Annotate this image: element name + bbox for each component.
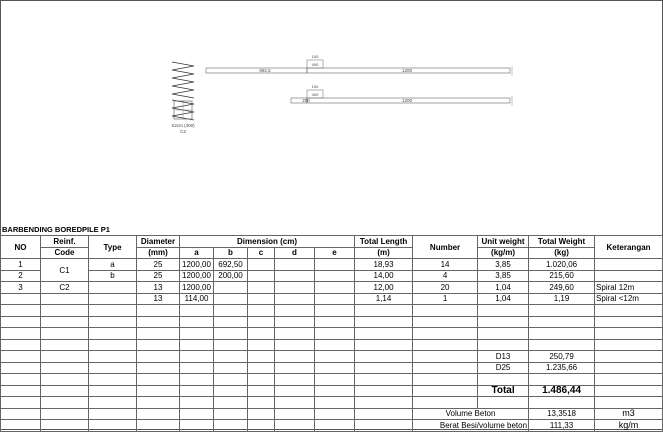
bar2-len-b: 1200	[401, 98, 413, 103]
cell-no: 2	[1, 270, 41, 282]
table-row	[1, 397, 663, 409]
cell-ket: Spiral <12m	[595, 293, 663, 305]
header-total-weight: Total Weight	[529, 236, 595, 248]
header-unit-weight: Unit weight	[478, 236, 529, 248]
cell-dia: 13	[137, 293, 180, 305]
cell-len: 14,00	[355, 270, 413, 282]
cell-dia: 25	[137, 270, 180, 282]
cell-num: 1	[413, 293, 478, 305]
cell-b: 200,00	[214, 270, 248, 282]
cell-type	[89, 293, 137, 305]
header-kg: (kg)	[529, 247, 595, 259]
table-title: BARBENDING BOREDPILE P1	[2, 225, 110, 234]
header-type: Type	[89, 236, 137, 259]
spiral-label: S2cm (400)	[171, 123, 195, 128]
bar2-dim-top: 100	[311, 84, 319, 89]
cell-tw: 1,19	[529, 293, 595, 305]
bar2-dim-box-label: 400	[311, 92, 319, 97]
cell-b	[214, 293, 248, 305]
cell-a: 1200,00	[180, 270, 214, 282]
ratio-label: Berat Besi/volume beton	[413, 420, 529, 432]
table-row	[1, 305, 663, 317]
summary-d25-row	[1, 362, 663, 374]
header-reinf: Reinf.	[41, 236, 89, 248]
total-label: Total	[478, 385, 529, 397]
header-keterangan: Keterangan	[595, 236, 663, 259]
bar1-dim-top: 100	[311, 54, 319, 59]
table-row	[1, 270, 663, 282]
header-dimension: Dimension (cm)	[180, 236, 355, 248]
cell-a: 1200,00	[180, 282, 214, 294]
ratio-unit: kg/m	[595, 420, 663, 432]
cell-dia: 25	[137, 259, 180, 271]
cell-tw: 1.020,06	[529, 259, 595, 271]
header-e: e	[315, 247, 355, 259]
table-row	[1, 316, 663, 328]
cell-len: 18,93	[355, 259, 413, 271]
d13-value: 250,79	[529, 351, 595, 363]
cell-no: 1	[1, 259, 41, 271]
volume-unit: m3	[595, 408, 663, 420]
header-a: a	[180, 247, 214, 259]
cell-len: 12,00	[355, 282, 413, 294]
header-row-1	[1, 236, 663, 248]
d25-label: D25	[478, 362, 529, 374]
header-kgm: (kg/m)	[478, 247, 529, 259]
cell-type	[89, 282, 137, 294]
cell-type: b	[89, 270, 137, 282]
cell-ket: Spiral 12m	[595, 282, 663, 294]
d13-label: D13	[478, 351, 529, 363]
cell-tw: 249,60	[529, 282, 595, 294]
header-no: NO	[1, 236, 41, 259]
volume-label: Volume Beton	[413, 408, 529, 420]
cell-uw: 3,85	[478, 270, 529, 282]
cell-b	[214, 282, 248, 294]
header-code: Code	[41, 247, 89, 259]
table-row	[1, 339, 663, 351]
summary-d13-row	[1, 351, 663, 363]
cell-code: C1	[41, 259, 89, 282]
summary-ratio-row	[1, 420, 663, 432]
cell-ket	[595, 259, 663, 271]
bar1-segment-a	[206, 68, 307, 73]
cell-num: 20	[413, 282, 478, 294]
cell-a: 114,00	[180, 293, 214, 305]
summary-volume-row	[1, 408, 663, 420]
cell-no	[1, 293, 41, 305]
header-d: d	[275, 247, 315, 259]
cell-uw: 3,85	[478, 259, 529, 271]
table-row	[1, 282, 663, 294]
header-c: c	[248, 247, 275, 259]
bar1-len-a: 692,5	[259, 68, 271, 73]
table-row	[1, 293, 663, 305]
bar2-len-a: 200	[302, 98, 310, 103]
header-total-length: Total Length	[355, 236, 413, 248]
cell-uw: 1,04	[478, 282, 529, 294]
header-diameter: Diameter	[137, 236, 180, 248]
cell-len: 1,14	[355, 293, 413, 305]
cell-num: 14	[413, 259, 478, 271]
cell-type: a	[89, 259, 137, 271]
cell-dia: 13	[137, 282, 180, 294]
cell-tw: 215,60	[529, 270, 595, 282]
spiral-zigzag-top	[172, 62, 194, 98]
d25-value: 1.235,66	[529, 362, 595, 374]
ratio-value: 111,33	[529, 420, 595, 432]
spiral-code: C2	[180, 129, 186, 134]
cell-code: C2	[41, 282, 89, 294]
table-row	[1, 374, 663, 386]
bar1-len-b: 1200	[401, 68, 413, 73]
cell-ket	[595, 270, 663, 282]
table-row	[1, 259, 663, 271]
cell-a: 1200,00	[180, 259, 214, 271]
cell-num: 4	[413, 270, 478, 282]
summary-total-row	[1, 385, 663, 397]
cell-b: 692,50	[214, 259, 248, 271]
volume-value: 13,3518	[529, 408, 595, 420]
header-mm: (mm)	[137, 247, 180, 259]
header-m: (m)	[355, 247, 413, 259]
cell-uw: 1,04	[478, 293, 529, 305]
bar1-dim-box-label: 400	[311, 62, 319, 67]
header-number: Number	[413, 236, 478, 259]
header-b: b	[214, 247, 248, 259]
total-value: 1.486,44	[529, 385, 595, 397]
cell-no: 3	[1, 282, 41, 294]
barbending-table	[0, 235, 663, 432]
cell-code	[41, 293, 89, 305]
table-row	[1, 328, 663, 340]
